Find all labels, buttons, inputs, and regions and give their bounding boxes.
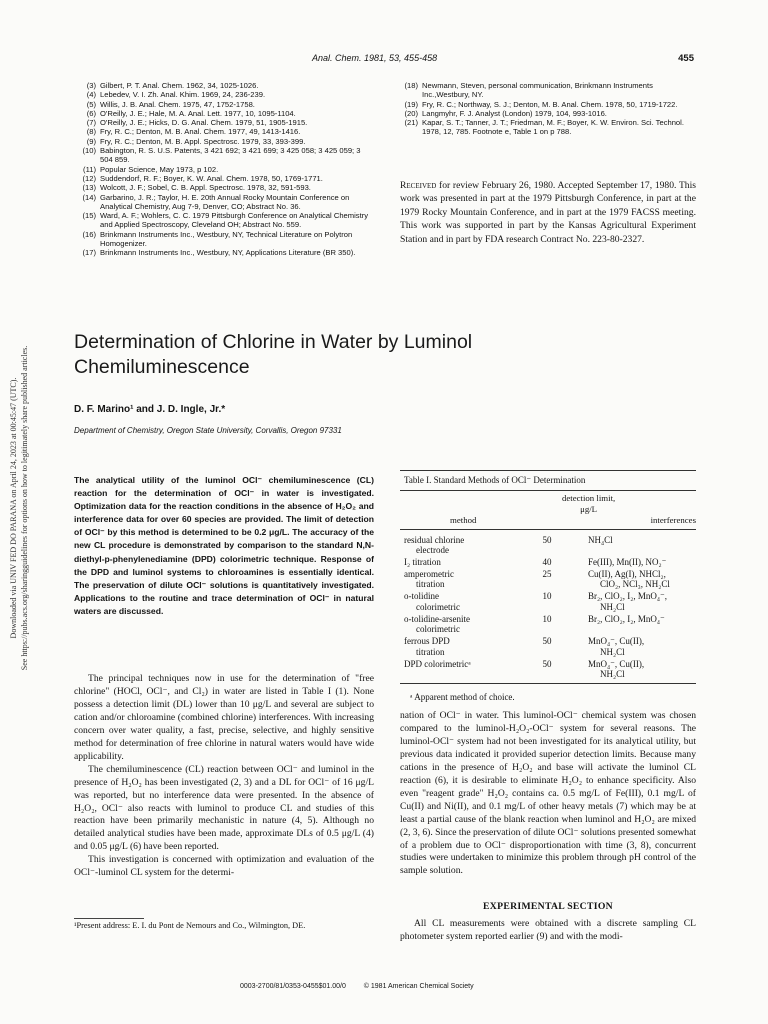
reference-item: (4) Lebedev, V. I. Zh. Anal. Khim. 1969, 24, 236-239. [86, 90, 266, 100]
download-note-line-1: Downloaded via UNIV FED DO PARANA on April 24, 2023 at 00:45:47 (UTC). [9, 377, 18, 639]
received-note [400, 179, 696, 246]
reference-item: (14) Garbarino, J. R.; Taylor, H. E. 20th Annual Rocky Mountain Conference on Analytical Chemistry, Aug 7-9, Denver, CO; Abstract No. 36. [82, 192, 350, 211]
reference-item: (18) Newmann, Steven, personal communication, Brinkmann Instruments Inc.,Westbury, NY. [404, 81, 653, 100]
table-header [400, 493, 696, 526]
reference-item: (9) Fry, R. C.; Denton, M. B. Appl. Spectrosc. 1979, 33, 393-399. [86, 136, 306, 146]
right-column-text: nation of OCl⁻ in water. This luminol-OCl⁻ chemical system was chosen compared to the luminol-H₂O₂-OCl⁻ system for several reasons. The luminol-OCl⁻ system had not been investigated for its analytical utility, but previous data indicated it provided superior detection limits. Because many cations in the presence of H₂O₂ and base will activate the luminol CL reaction (6), it is desirable to eliminate H₂O₂ to enhance specificity. Also even "reagent grade" H₂O₂ contains ca. 0.5 mg/L of Fe(III), 0.1 mg/L of Cu(II) and Ni(II), and 0.1 mg/L of other heavy metals (7) which may be at least a partial cause of the blank reaction when luminol and H₂O₂ are mixed (2, 3, 6). Since the preservation of dilute OCl⁻ solutions presented somewhat of a problem due to OCl⁻ disproportionation with time (3, 8), concurrent studies were undertaken to minimize this problem through pH control of the sample solution. [400, 710, 697, 877]
table-row: ferrous DPD titration 50 MnO₄⁻, Cu(II), NH₂Cl [404, 636, 645, 657]
section-heading: EXPERIMENTAL SECTION [483, 901, 613, 912]
intro-paragraph-1: The principal techniques now in use for the determination of "free chlorine" (HOCl, OCl⁻, and Cl₂) in water are listed in Table I (1). None possess a detection limit (DL) lower than 10 μg/L and several are subject to cation and/or chloroamine (combined chlorine) interferences. With increasing concern over water quality, a fast, precise, selective, and highly sensitive method for determination of free chlorine in natural waters would have wide applicability. [74, 673, 374, 762]
page-footer [240, 983, 474, 990]
reference-item: (21) Kapar, S. T.; Tanner, J. T.; Friedman, M. F.; Boyer, K. W. Environ. Sci. Technol. 1978, 12, 785. Footnote e, Table 1 on p 788. [404, 118, 684, 137]
download-note-line-2: See https://pubs.acs.org/sharingguidelines for options on how to legitimately share published articles. [20, 345, 29, 671]
page-number: 455 [678, 53, 694, 64]
table-bottom-rule [400, 683, 696, 684]
footnote: ¹Present address: E. I. du Pont de Nemours and Co., Wilmington, DE. [74, 921, 306, 930]
reference-item: (5) Willis, J. B. Anal. Chem. 1975, 47, 1752-1758. [86, 99, 255, 109]
affiliation: Department of Chemistry, Oregon State University, Corvallis, Oregon 97331 [74, 426, 342, 435]
table-row: I₂ titration 40 Fe(III), Mn(II), NO₂⁻ [404, 556, 667, 567]
table-top-rule [400, 470, 696, 471]
reference-item: (12) Suddendorf, R. F.; Boyer, K. W. Anal. Chem. 1978, 50, 1769-1771. [82, 173, 323, 183]
header-method: method [450, 515, 477, 525]
table-row: amperometric titration 25 Cu(II), Ag(I), NHCl₂, ClO₂, NCl₃, NH₂Cl [404, 568, 670, 590]
footer-copyright: © 1981 American Chemical Society [363, 983, 474, 990]
footnote-divider [74, 918, 144, 919]
table-row: DPD colorimetricᵃ 50 MnO₄⁻, Cu(II), NH₂Cl [404, 658, 645, 679]
table-row: residual chlorine electrode 50 NH₄Cl [404, 534, 613, 555]
references-right [396, 81, 696, 137]
table-header-rule [400, 490, 696, 491]
abstract: The analytical utility of the luminol OCl⁻ chemiluminescence (CL) reaction for the determination of OCl⁻ in water is investigated. Optimization data for the reaction conditions in the absence of H₂O₂ and interference data for over 60 species are provided. The limit of detection of OCl⁻ by this method is determined to be 0.2 μg/L. The accuracy of the new CL procedure is demonstrated by comparison to the standard N,N-diethyl-p-phenylenediamine (DPD) colorimetric technique. Response of the DPD and luminol systems to chloroamines is essentially identical. The preservation of dilute OCl⁻ solutions is quantitatively investigated. Applications to the routine and trace determination of OCl⁻ in natural waters are discussed. [74, 475, 374, 616]
reference-item: (6) O'Reilly, J. E.; Hale, M. A. Anal. Lett. 1977, 10, 1095-1104. [86, 108, 296, 118]
experimental-text: All CL measurements were obtained with a discrete sampling CL photometer system reported earlier (9) and with the modi- [400, 918, 696, 942]
reference-item: (3) Gilbert, P. T. Anal. Chem. 1962, 34, 1025-1026. [86, 81, 259, 90]
reference-item: (7) O'Reilly, J. E.; Hicks, D. G. Anal. Chem. 1979, 51, 1905-1915. [86, 118, 308, 128]
reference-item: (10) Babington, R. S. U.S. Patents, 3 421 692; 3 421 699; 3 425 058; 3 425 059; 3 504 859. [82, 146, 361, 165]
reference-item: (20) Langmyhr, F. J. Analyst (London) 1979, 104, 993-1016. [404, 108, 607, 118]
table-row: o-tolidine colorimetric 10 Br₂, ClO₂, I₂, MnO₄⁻, NH₂Cl [404, 591, 668, 612]
references-left [74, 81, 374, 258]
header-detection-limit: detection limit, μg/L [561, 493, 616, 514]
download-note [8, 183, 30, 833]
reference-item: (11) Popular Science, May 1973, p 102. [83, 164, 219, 174]
reference-item: (19) Fry, R. C.; Northway, S. J.; Denton, M. B. Anal. Chem. 1978, 50, 1719-1722. [404, 99, 678, 109]
received-text: for review February 26, 1980. Accepted September 17, 1980. This work was presented in part at the 1979 Pittsburgh Conference, in part at the 1979 Rocky Mountain Conference, and in part at the 1979 FACSS meeting. This work was supported in part by the Kansas Agricultural Experiment Station and in part by FDA research Contract No. 223-80-2327. [400, 180, 696, 245]
intro-paragraph-3: This investigation is concerned with optimization and evaluation of the OCl⁻-luminol CL system for the determi- [74, 854, 374, 879]
reference-item: (16) Brinkmann Instruments Inc., Westbury, NY, Technical Literature on Polytron Homogenizer. [82, 229, 353, 249]
table-caption: Table I. Standard Methods of OCl⁻ Determination [404, 475, 586, 485]
intro-paragraph-2: The chemiluminescence (CL) reaction between OCl⁻ and luminol in the presence of H₂O₂ has been investigated (2, 3) and a DL for OCl⁻ of 16 μg/L was reported, but no interference data were presented. In the absence of H₂O₂, OCl⁻ also reacts with luminol to produce CL and studies of this reaction have been primarily mechanistic in nature (4, 5). Although no detailed analytical studies have been made, approximate DLs of 0.5 μg/L (4) and 0.05 μg/L (6) have been reported. [74, 763, 374, 853]
table-footnote: ᵃ Apparent method of choice. [410, 692, 515, 703]
intro-text [74, 673, 374, 880]
header-interferences: interferences [650, 515, 696, 525]
footer-code: 0003-2700/81/0353-0455$01.00/0 [240, 983, 346, 990]
table-row: o-tolidine-arsenite colorimetric 10 Br₂, ClO₂, I₂, MnO₄⁻ [404, 613, 665, 635]
reference-item: (17) Brinkmann Instruments Inc., Westbury, NY, Applications Literature (BR 350). [82, 248, 356, 258]
authors: D. F. Marino¹ and J. D. Ingle, Jr.* [74, 404, 226, 415]
table-body-rule [400, 529, 696, 530]
received-lead: Received [400, 180, 437, 191]
article-title: Determination of Chlorine in Water by Luminol Chemiluminescence [74, 331, 473, 378]
reference-item: (8) Fry, R. C.; Denton, M. B. Anal. Chem. 1977, 49, 1413-1416. [86, 127, 301, 137]
journal-citation: Anal. Chem. 1981, 53, 455-458 [312, 53, 438, 63]
table-1 [400, 470, 696, 702]
reference-item: (13) Wolcott, J. F.; Sobel, C. B. Appl. Spectrosc. 1978, 32, 591-593. [82, 183, 311, 193]
reference-item: (15) Ward, A. F.; Wohlers, C. C. 1979 Pittsburgh Conference on Analytical Chemistry and Applied Spectroscopy, Cleveland OH; Abstract No. 559. [82, 211, 369, 230]
